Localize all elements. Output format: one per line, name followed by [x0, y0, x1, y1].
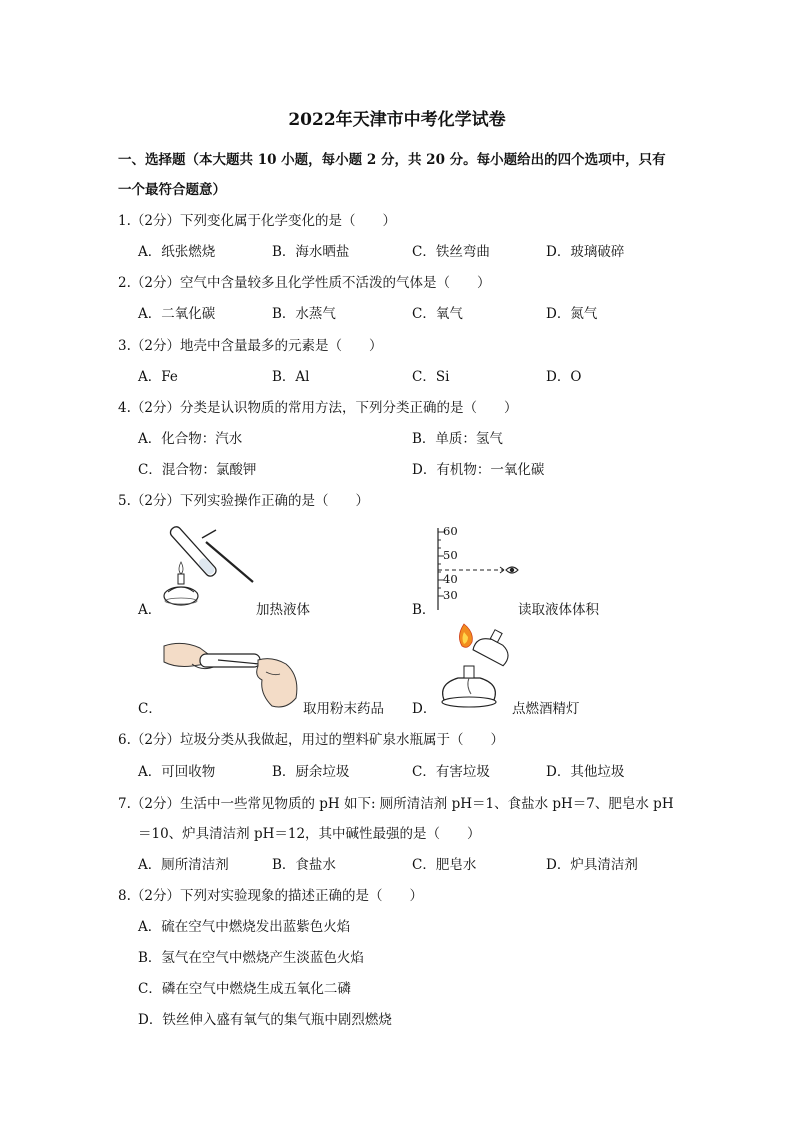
- question-7-option-d: D．炉具清洁剂: [546, 857, 638, 873]
- question-5-option-b-label: B．: [412, 602, 436, 618]
- question-3-option-a: A．Fe: [138, 369, 178, 385]
- question-3-option-b: B．Al: [272, 369, 310, 385]
- question-7-option-c: C．肥皂水: [412, 857, 477, 873]
- question-1-option-c: C．铁丝弯曲: [412, 244, 490, 260]
- question-1-stem: 1.（2分）下列变化属于化学变化的是（ ）: [118, 213, 396, 229]
- question-2-option-d: D．氮气: [546, 306, 598, 322]
- question-4-option-a: A．化合物：汽水: [138, 431, 243, 447]
- question-3-option-c: C．Si: [412, 369, 450, 385]
- question-4-option-d: D．有机物：一氧化碳: [412, 462, 545, 478]
- question-8-option-c: C．磷在空气中燃烧生成五氧化二磷: [138, 981, 351, 997]
- cylinder-tick-30: 30: [443, 588, 458, 602]
- question-8-option-d: D．铁丝伸入盛有氧气的集气瓶中剧烈燃烧: [138, 1012, 392, 1028]
- question-4-option-c: C．混合物：氯酸钾: [138, 462, 257, 478]
- question-5-option-a-label: A．: [138, 602, 162, 618]
- question-2-option-c: C．氧气: [412, 306, 463, 322]
- question-7-option-a: A．厕所清洁剂: [138, 857, 229, 873]
- question-2-stem: 2.（2分）空气中含量较多且化学性质不活泼的气体是（ ）: [118, 275, 491, 291]
- question-5-caption-c: 取用粉末药品: [303, 701, 384, 717]
- question-1-option-d: D．玻璃破碎: [546, 244, 625, 260]
- question-6-option-d: D．其他垃圾: [546, 764, 625, 780]
- question-8-option-a: A．硫在空气中燃烧发出蓝紫色火焰: [138, 919, 351, 935]
- page-title: 2022年天津市中考化学试卷: [288, 110, 506, 130]
- question-2-option-a: A．二氧化碳: [138, 306, 216, 322]
- question-5-stem: 5.（2分）下列实验操作正确的是（ ）: [118, 493, 369, 509]
- question-3-option-d: D．O: [546, 369, 582, 385]
- question-7-stem-line1: 7.（2分）生活中一些常见物质的 pH 如下: 厕所清洁剂 pH＝1、食盐水 pH＝7、肥皂水 pH: [118, 796, 674, 812]
- question-6-option-b: B．厨余垃圾: [272, 764, 350, 780]
- cylinder-tick-40: 40: [443, 572, 458, 586]
- question-6-stem: 6.（2分）垃圾分类从我做起，用过的塑料矿泉水瓶属于（ ）: [118, 732, 504, 748]
- powder-sampling-figure: [162, 636, 306, 712]
- question-4-option-b: B．单质：氢气: [412, 431, 503, 447]
- cylinder-tick-50: 50: [443, 548, 458, 562]
- question-3-stem: 3.（2分）地壳中含量最多的元素是（ ）: [118, 338, 383, 354]
- question-6-option-a: A．可回收物: [138, 764, 216, 780]
- question-2-option-b: B．水蒸气: [272, 306, 336, 322]
- question-8-option-b: B．氢气在空气中燃烧产生淡蓝色火焰: [138, 950, 364, 966]
- question-5-caption-d: 点燃酒精灯: [512, 701, 580, 717]
- question-8-stem: 8.（2分）下列对实验现象的描述正确的是（ ）: [118, 888, 423, 904]
- alcohol-lamp-figure: [434, 622, 518, 714]
- heating-liquid-figure: [158, 512, 258, 612]
- question-6-option-c: C．有害垃圾: [412, 764, 490, 780]
- cylinder-tick-60: 60: [443, 524, 458, 538]
- question-1-option-a: A．纸张燃烧: [138, 244, 216, 260]
- question-5-option-c-label: C．: [138, 701, 162, 717]
- question-1-option-b: B．海水晒盐: [272, 244, 350, 260]
- section-header-line2: 一个最符合题意）: [118, 182, 226, 198]
- question-4-stem: 4.（2分）分类是认识物质的常用方法，下列分类正确的是（ ）: [118, 400, 518, 416]
- question-7-option-b: B．食盐水: [272, 857, 336, 873]
- question-7-stem-line2: ＝10、炉具清洁剂 pH＝12，其中碱性最强的是（ ）: [138, 826, 481, 842]
- question-5-caption-a: 加热液体: [256, 602, 310, 618]
- graduated-cylinder-figure: [434, 526, 530, 612]
- section-header-line1: 一、选择题（本大题共 10 小题，每小题 2 分，共 20 分。每小题给出的四个选项中，只有: [118, 152, 666, 168]
- question-5-caption-b: 读取液体体积: [518, 602, 599, 618]
- question-5-option-d-label: D．: [412, 701, 437, 717]
